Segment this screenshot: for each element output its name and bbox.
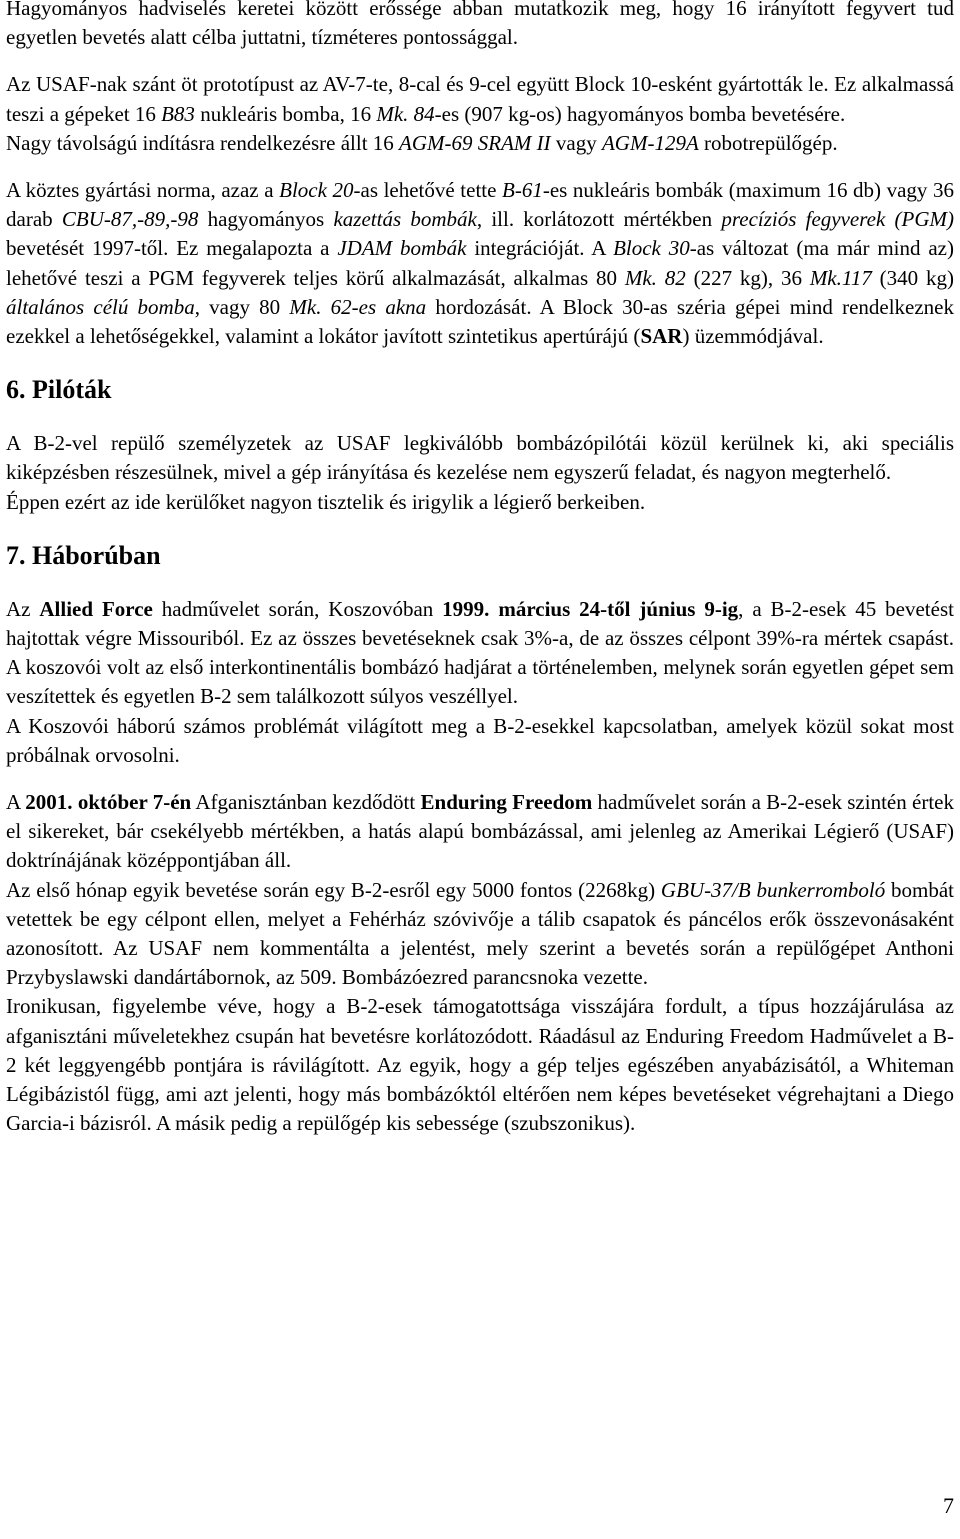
paragraph-pilots-respect: Éppen ezért az ide kerülőket nagyon tisztelik és irigylik a légierő berkeiben. — [6, 489, 646, 514]
paragraph-kosovo-problems: A Koszovói háború számos problémát világított meg a B-2-esekkel kapcsolatban, amelyek közül sokat most próbálnak orvosolni. — [6, 713, 954, 767]
paragraph-pilots: A B-2-vel repülő személyzetek az USAF legkiválóbb bombázópilótái közül kerülnek ki, aki speciális kiképzésben részesülnek, mivel a gép irányítása és kezelése nem egyszerű feladat, és nagyon megterhelő. — [6, 431, 954, 485]
paragraph-weaknesses: Ironikusan, figyelembe véve, hogy a B-2-esek támogatottsága visszájára fordult, a típus hozzájárulása az afganisztáni műveletekhez csupán hat bevetésre korlátozódott. Ráadásul az Enduring Freedom Hadművelet a B-2 két leggyengébb pontjára is rávilágított. Az egyik, hogy a gép teljes egészében anyabázisától, a Whiteman Légibázistól függ, ami azt jelenti, hogy más bombázóktól eltérően nem képes bevetéseket végrehajtani a Diego Garcia-i bázisról. A másik pedig a repülőgép kis sebessége (szubszonikus). — [6, 994, 954, 1136]
page-number: 7 — [943, 1493, 954, 1518]
paragraph-bunker-buster: Az első hónap egyik bevetése során egy B-2-esről egy 5000 fontos (2268kg) GBU-37/B bunkerromboló bombát vetettek be egy célpont ellen, melyet a Fehérház szóvivője a tálib csapatok és páncélos erők összevonásaként azonosított. Az USAF nem kommentálta a jelentést, mely szerint a bevetés során a repülőgépet Anthoni Przybyslawski dandártábornok, az 509. Bombázóezred parancsnoka vezette. — [6, 877, 954, 990]
paragraph-allied-force: Az Allied Force hadművelet során, Koszovóban 1999. március 24-től június 9-ig, a B-2-esek 45 bevetést hajtottak végre Missouriból. Ez az összes bevetéseknek csak 3%-a, de az összes célpont 39%-ra mértek csapást. A koszovói volt az első interkontinentális bombázó hadjárat a történelemben, melynek során egyetlen gépet sem veszítettek és egyetlen B-2 sem találkozott súlyos veszéllyel. — [6, 596, 954, 709]
section-heading-pilots: 6. Pilóták — [6, 375, 112, 405]
document-page — [6, 0, 954, 1139]
paragraph-capability: Hagyományos hadviselés keretei között erőssége abban mutatkozik meg, hogy 16 irányított fegyvert tud egyetlen bevetés alatt célba juttatni, tízméteres pontossággal. — [6, 0, 954, 50]
paragraph-prototypes: Az USAF-nak szánt öt prototípust az AV-7-te, 8-cal és 9-cel együtt Block 10-esként gyártották le. Ez alkalmassá teszi a gépeket 16 B83 nukleáris bomba, 16 Mk. 84-es (907 kg-os) hagyományos bomba bevetésére. — [6, 72, 954, 126]
paragraph-production-blocks: A köztes gyártási norma, azaz a Block 20-as lehetővé tette B-61-es nukleáris bombák (maximum 16 db) vagy 36 darab CBU-87,-89,-98 hagyományos kazettás bombák, ill. korlátozott mértékben precíziós fegyverek (PGM) bevetését 1997-től. Ez megalapozta a JDAM bombák integrációját. A Block 30-as változat (ma már mind az) lehetővé teszi a PGM fegyverek teljes körű alkalmazását, alkalmas 80 Mk. 82 (227 kg), 36 Mk.117 (340 kg) általános célú bomba, vagy 80 Mk. 62-es akna hordozását. A Block 30-as széria gépei mind rendelkeznek ezekkel a lehetőségekkel, valamint a lokátor javított szintetikus apertúrájú (SAR) üzemmódjával. — [6, 178, 955, 349]
section-heading-war: 7. Háborúban — [6, 540, 161, 570]
paragraph-missiles: Nagy távolságú indításra rendelkezésre állt 16 AGM-69 SRAM II vagy AGM-129A robotrepülőgép. — [6, 130, 838, 155]
paragraph-enduring-freedom: A 2001. október 7-én Afganisztánban kezdődött Enduring Freedom hadművelet során a B-2-esek szintén értek el sikereket, bár csekélyebb mértékben, a hatás alapú bombázással, ami jelenleg az Amerikai Légierő (USAF) doktrínájának középpontjában áll. — [6, 790, 954, 873]
